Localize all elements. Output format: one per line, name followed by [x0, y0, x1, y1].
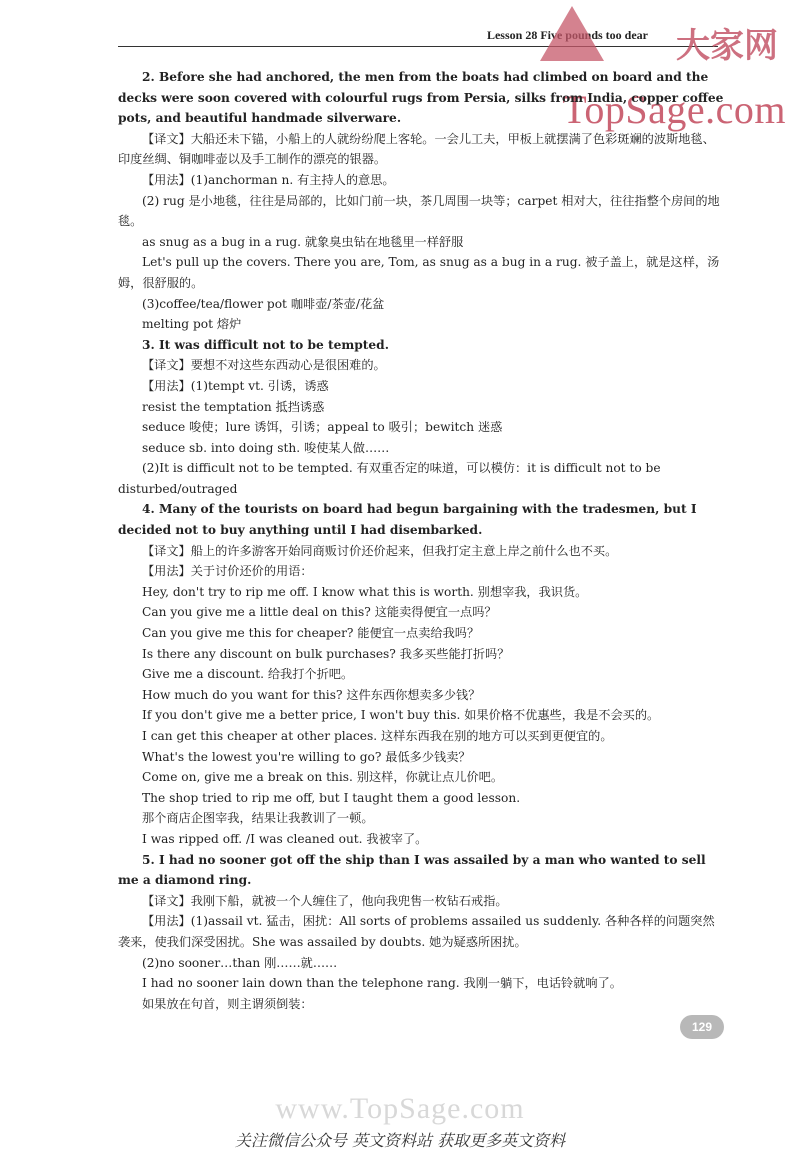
paragraph: (3)coffee/tea/flower pot 咖啡壶/茶壶/花盆	[142, 296, 385, 311]
paragraph: I had no sooner lain down than the telephone rang. 我刚一躺下，电话铃就响了。	[142, 976, 622, 991]
paragraph: Can you give me this for cheaper? 能便宜一点卖给我吗？	[142, 626, 480, 641]
paragraph: resist the temptation 抵挡诱惑	[142, 399, 325, 414]
paragraph: 【用法】关于讨价还价的用语：	[142, 564, 313, 579]
footer-watermark: www.TopSage.com	[275, 1092, 525, 1125]
page-body	[118, 67, 724, 1014]
paragraph: 【译文】大船还未下锚，小船上的人就纷纷爬上客轮。一会儿工夫，甲板上就摆满了色彩斑斓的波斯地毯、印度丝绸、铜咖啡壶以及手工制作的漂亮的银器。	[118, 131, 715, 167]
paragraph: Come on, give me a break on this. 别这样，你就让点儿价吧。	[142, 770, 504, 785]
paragraph: The shop tried to rip me off, but I taught them a good lesson.	[142, 790, 521, 805]
paragraph: (2) rug 是小地毯，往往是局部的，比如门前一块，茶几周围一块等；carpet 相对大，往往指整个房间的地毯。	[118, 193, 720, 229]
page-number-badge: 129	[680, 1015, 724, 1039]
sentence-heading: 5. I had no sooner got off the ship than I was assailed by a man who wanted to sell me a diamond ring.	[118, 852, 706, 888]
paragraph: How much do you want for this? 这件东西你想卖多少钱？	[142, 687, 481, 702]
sentence-heading: 3. It was difficult not to be tempted.	[142, 337, 389, 352]
paragraph: 【用法】(1)assail vt. 猛击，困扰：All sorts of problems assailed us suddenly. 各种各样的问题突然袭来，使我们深受困扰。She was assailed by doubts. 她为疑惑所困扰。	[118, 914, 715, 949]
paragraph: 【译文】要想不对这些东西动心是很困难的。	[142, 358, 386, 373]
paragraph: Let's pull up the covers. There you are, Tom, as snug as a bug in a rug. 被子盖上，就是这样，汤姆，很舒服的。	[118, 255, 720, 290]
paragraph: Is there any discount on bulk purchases? 我多买些能打折吗？	[142, 646, 510, 661]
paragraph: 【译文】我刚下船，就被一个人缠住了，他向我兜售一枚钻石戒指。	[142, 893, 508, 908]
paragraph: seduce 唆使；lure 诱饵，引诱；appeal to 吸引；bewitch 迷惑	[142, 420, 503, 435]
header-lesson-title: Lesson 28 Five pounds too dear	[486, 28, 648, 42]
sentence-heading: 4. Many of the tourists on board had begun bargaining with the tradesmen, but I decided not to buy anything until I had disembarked.	[118, 502, 697, 538]
paragraph: 【用法】(1)tempt vt. 引诱，诱惑	[142, 378, 329, 393]
logo-chinese-text: 大家网	[676, 26, 778, 66]
paragraph: I can get this cheaper at other places. 这样东西我在别的地方可以买到更便宜的。	[142, 729, 613, 743]
logo-english-text: TopSage.com	[562, 87, 786, 132]
paragraph: melting pot 熔炉	[142, 317, 242, 332]
paragraph: If you don't give me a better price, I won't buy this. 如果价格不优惠些，我是不会买的。	[142, 708, 660, 723]
logo-mark-icon	[540, 6, 604, 61]
paragraph: Hey, don't try to rip me off. I know what this is worth. 别想宰我，我识货。	[142, 584, 588, 599]
paragraph: seduce sb. into doing sth. 唆使某人做……	[142, 440, 390, 455]
paragraph: 那个商店企图宰我，结果让我教训了一顿。	[142, 811, 374, 826]
paragraph: 【用法】(1)anchorman n. 有主持人的意思。	[142, 172, 395, 187]
paragraph: What's the lowest you're willing to go? 最低多少钱卖？	[142, 749, 471, 764]
paragraph: as snug as a bug in a rug. 就象臭虫钻在地毯里一样舒服	[142, 234, 464, 249]
paragraph: Give me a discount. 给我打个折吧。	[142, 667, 354, 682]
paragraph: 如果放在句首，则主谓须倒装：	[142, 996, 313, 1011]
paragraph: (2)no sooner…than 刚……就……	[142, 955, 338, 970]
sentence-heading: 2. Before she had anchored, the men from the boats had climbed on board and the decks were soon covered with colourful rugs from Persia, silks from India, copper coffee pots, and beautiful handmade silverware.	[118, 70, 724, 126]
paragraph: (2)It is difficult not to be tempted. 有双重否定的味道，可以模仿：it is difficult not to be disturbed/outraged	[118, 461, 661, 496]
paragraph: I was ripped off. /I was cleaned out. 我被宰了。	[142, 831, 428, 846]
paragraph: Can you give me a little deal on this? 这能卖得便宜一点吗？	[142, 605, 497, 620]
footer-note: 关注微信公众号 英文资料站 获取更多英文资料	[234, 1131, 566, 1150]
paragraph: 【译文】船上的许多游客开始同商贩讨价还价起来，但我打定主意上岸之前什么也不买。	[142, 543, 618, 558]
